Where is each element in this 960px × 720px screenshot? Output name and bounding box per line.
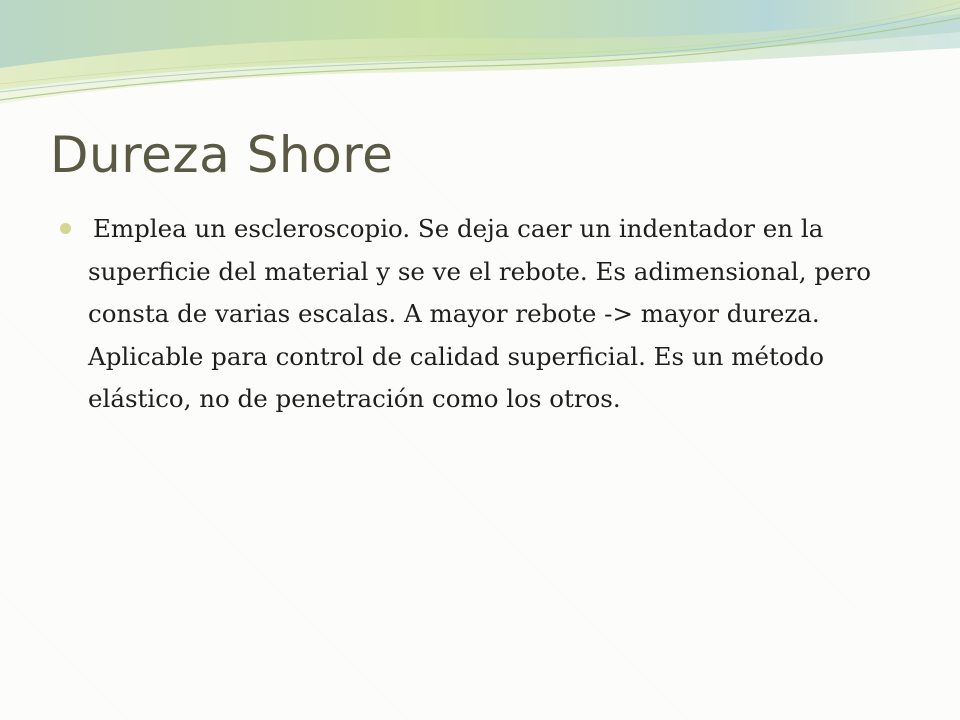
bullet-list (60, 208, 910, 421)
bullet-text: Emplea un escleroscopio. Se deja caer un indentador en la superficie del material y se ve el rebote. Es adimensional, pero consta de varias escalas. A mayor rebote -> mayor dureza. Aplicable para control de calidad superficial. Es un método elástico, no de penetración como los otros. (88, 214, 871, 413)
slide-title: Dureza Shore (50, 126, 394, 184)
header-wave-decoration (0, 0, 960, 110)
bullet-item (60, 208, 910, 421)
bullet-dot-icon (60, 223, 71, 234)
